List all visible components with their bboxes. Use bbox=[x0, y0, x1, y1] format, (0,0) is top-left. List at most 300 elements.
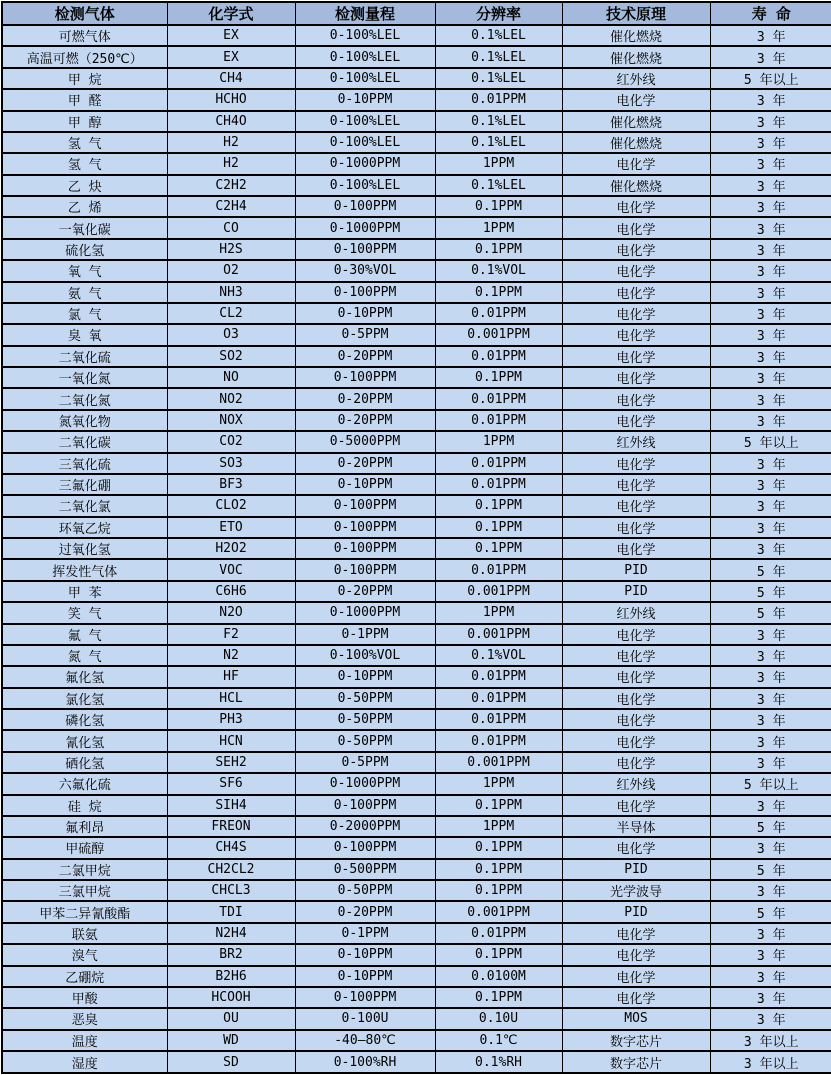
cell-principle: 电化学 bbox=[562, 944, 710, 965]
cell-principle: 电化学 bbox=[562, 837, 710, 858]
cell-principle: 电化学 bbox=[562, 645, 710, 666]
cell-resolution: 0.1PPM bbox=[435, 196, 562, 217]
cell-gas: 氟利昂 bbox=[2, 816, 167, 837]
cell-range: 0-100%LEL bbox=[295, 111, 435, 132]
cell-range: 0-100PPM bbox=[295, 559, 435, 580]
cell-range: 0-1000PPM bbox=[295, 217, 435, 238]
cell-resolution: 0.0100M bbox=[435, 966, 562, 987]
cell-principle: 电化学 bbox=[562, 388, 710, 409]
cell-resolution: 0.01PPM bbox=[435, 559, 562, 580]
cell-range: 0-500PPM bbox=[295, 859, 435, 880]
cell-range: 0-1PPM bbox=[295, 923, 435, 944]
cell-range: 0-100PPM bbox=[295, 495, 435, 516]
cell-gas: 六氟化硫 bbox=[2, 773, 167, 794]
cell-life: 3 年 bbox=[710, 175, 831, 196]
table-row bbox=[2, 1008, 831, 1029]
cell-resolution: 0.1PPM bbox=[435, 538, 562, 559]
cell-formula: SO3 bbox=[167, 453, 295, 474]
cell-resolution: 1PPM bbox=[435, 217, 562, 238]
table-body bbox=[2, 25, 831, 1073]
cell-life: 3 年 bbox=[710, 260, 831, 281]
cell-formula: SO2 bbox=[167, 346, 295, 367]
cell-formula: CL2 bbox=[167, 303, 295, 324]
cell-gas: 氮氧化物 bbox=[2, 410, 167, 431]
cell-gas: 氟 气 bbox=[2, 624, 167, 645]
cell-resolution: 0.01PPM bbox=[435, 303, 562, 324]
cell-range: 0-30%VOL bbox=[295, 260, 435, 281]
cell-life: 3 年 bbox=[710, 367, 831, 388]
cell-gas: 甲 苯 bbox=[2, 581, 167, 602]
cell-resolution: 0.1%LEL bbox=[435, 111, 562, 132]
cell-range: 0-10PPM bbox=[295, 666, 435, 687]
column-header-gas: 检测气体 bbox=[2, 2, 167, 25]
cell-gas: 甲硫醇 bbox=[2, 837, 167, 858]
table-row bbox=[2, 367, 831, 388]
cell-principle: 电化学 bbox=[562, 324, 710, 345]
cell-gas: 一氧化碳 bbox=[2, 217, 167, 238]
cell-gas: 高温可燃（250℃） bbox=[2, 46, 167, 67]
cell-resolution: 1PPM bbox=[435, 773, 562, 794]
cell-gas: 氟化氢 bbox=[2, 666, 167, 687]
cell-principle: 半导体 bbox=[562, 816, 710, 837]
table-row bbox=[2, 324, 831, 345]
cell-range: 0-100PPM bbox=[295, 538, 435, 559]
cell-range: 0-20PPM bbox=[295, 346, 435, 367]
table-row bbox=[2, 837, 831, 858]
cell-resolution: 0.1PPM bbox=[435, 282, 562, 303]
cell-formula: CH4O bbox=[167, 111, 295, 132]
cell-life: 3 年 bbox=[710, 666, 831, 687]
cell-principle: 电化学 bbox=[562, 346, 710, 367]
table-row bbox=[2, 495, 831, 516]
table-row bbox=[2, 880, 831, 901]
cell-range: 0-100%VOL bbox=[295, 645, 435, 666]
cell-life: 5 年以上 bbox=[710, 773, 831, 794]
cell-formula: HCOOH bbox=[167, 987, 295, 1008]
cell-resolution: 0.01PPM bbox=[435, 346, 562, 367]
table-row bbox=[2, 132, 831, 153]
cell-resolution: 0.1℃ bbox=[435, 1030, 562, 1051]
cell-formula: H2 bbox=[167, 153, 295, 174]
table-row bbox=[2, 196, 831, 217]
cell-gas: 乙硼烷 bbox=[2, 966, 167, 987]
cell-gas: 挥发性气体 bbox=[2, 559, 167, 580]
cell-gas: 氢 气 bbox=[2, 153, 167, 174]
cell-life: 3 年 bbox=[710, 837, 831, 858]
cell-principle: 电化学 bbox=[562, 410, 710, 431]
table-row bbox=[2, 282, 831, 303]
cell-resolution: 0.10U bbox=[435, 1008, 562, 1029]
table-row bbox=[2, 89, 831, 110]
cell-life: 3 年 bbox=[710, 795, 831, 816]
cell-range: 0-10PPM bbox=[295, 944, 435, 965]
cell-formula: C2H4 bbox=[167, 196, 295, 217]
cell-gas: 乙 烯 bbox=[2, 196, 167, 217]
column-header-range: 检测量程 bbox=[295, 2, 435, 25]
cell-resolution: 0.1PPM bbox=[435, 880, 562, 901]
cell-resolution: 0.1%LEL bbox=[435, 68, 562, 89]
cell-life: 5 年以上 bbox=[710, 68, 831, 89]
cell-gas: 温度 bbox=[2, 1030, 167, 1051]
cell-gas: 二氧化氮 bbox=[2, 388, 167, 409]
cell-resolution: 0.001PPM bbox=[435, 901, 562, 922]
cell-range: 0-100%RH bbox=[295, 1051, 435, 1073]
table-row bbox=[2, 559, 831, 580]
cell-range: 0-5000PPM bbox=[295, 431, 435, 452]
cell-gas: 二氯甲烷 bbox=[2, 859, 167, 880]
cell-principle: 催化燃烧 bbox=[562, 25, 710, 46]
cell-formula: NOX bbox=[167, 410, 295, 431]
cell-formula: VOC bbox=[167, 559, 295, 580]
cell-principle: 红外线 bbox=[562, 68, 710, 89]
cell-gas: 三氧化硫 bbox=[2, 453, 167, 474]
cell-principle: 电化学 bbox=[562, 474, 710, 495]
cell-life: 3 年 bbox=[710, 517, 831, 538]
cell-life: 5 年 bbox=[710, 559, 831, 580]
cell-formula: ETO bbox=[167, 517, 295, 538]
cell-principle: 电化学 bbox=[562, 217, 710, 238]
cell-range: 0-100PPM bbox=[295, 517, 435, 538]
column-header-life: 寿 命 bbox=[710, 2, 831, 25]
cell-life: 3 年 bbox=[710, 324, 831, 345]
cell-life: 5 年 bbox=[710, 816, 831, 837]
cell-life: 3 年 bbox=[710, 453, 831, 474]
cell-gas: 甲 醇 bbox=[2, 111, 167, 132]
cell-life: 3 年 bbox=[710, 89, 831, 110]
cell-life: 3 年 bbox=[710, 923, 831, 944]
cell-gas: 氯 气 bbox=[2, 303, 167, 324]
cell-principle: 电化学 bbox=[562, 688, 710, 709]
cell-resolution: 0.01PPM bbox=[435, 410, 562, 431]
cell-principle: 电化学 bbox=[562, 538, 710, 559]
cell-resolution: 0.01PPM bbox=[435, 730, 562, 751]
cell-principle: 电化学 bbox=[562, 89, 710, 110]
table-row bbox=[2, 217, 831, 238]
cell-formula: HCHO bbox=[167, 89, 295, 110]
cell-range: 0-100PPM bbox=[295, 196, 435, 217]
cell-principle: 电化学 bbox=[562, 666, 710, 687]
cell-formula: PH3 bbox=[167, 709, 295, 730]
cell-resolution: 0.1PPM bbox=[435, 944, 562, 965]
cell-range: 0-50PPM bbox=[295, 709, 435, 730]
cell-range: 0-100PPM bbox=[295, 282, 435, 303]
cell-life: 3 年 bbox=[710, 752, 831, 773]
cell-range: 0-50PPM bbox=[295, 880, 435, 901]
cell-formula: CH2CL2 bbox=[167, 859, 295, 880]
cell-principle: 红外线 bbox=[562, 773, 710, 794]
cell-life: 3 年 bbox=[710, 1008, 831, 1029]
cell-gas: 氢 气 bbox=[2, 132, 167, 153]
cell-gas: 甲 醛 bbox=[2, 89, 167, 110]
cell-life: 3 年 bbox=[710, 538, 831, 559]
cell-principle: 电化学 bbox=[562, 795, 710, 816]
cell-gas: 环氧乙烷 bbox=[2, 517, 167, 538]
cell-gas: 乙 炔 bbox=[2, 175, 167, 196]
cell-range: 0-100%LEL bbox=[295, 175, 435, 196]
cell-resolution: 0.1PPM bbox=[435, 795, 562, 816]
table-row bbox=[2, 346, 831, 367]
cell-formula: TDI bbox=[167, 901, 295, 922]
cell-life: 3 年 bbox=[710, 239, 831, 260]
cell-formula: N2 bbox=[167, 645, 295, 666]
cell-formula: EX bbox=[167, 46, 295, 67]
table-row bbox=[2, 538, 831, 559]
table-row bbox=[2, 709, 831, 730]
cell-formula: C2H2 bbox=[167, 175, 295, 196]
cell-formula: H2 bbox=[167, 132, 295, 153]
table-row bbox=[2, 474, 831, 495]
table-row bbox=[2, 816, 831, 837]
cell-life: 3 年 bbox=[710, 495, 831, 516]
cell-resolution: 0.1%LEL bbox=[435, 175, 562, 196]
cell-principle: PID bbox=[562, 901, 710, 922]
table-header bbox=[2, 2, 831, 25]
cell-gas: 氨 气 bbox=[2, 282, 167, 303]
cell-resolution: 1PPM bbox=[435, 816, 562, 837]
cell-principle: 电化学 bbox=[562, 624, 710, 645]
cell-formula: SF6 bbox=[167, 773, 295, 794]
cell-resolution: 0.1%RH bbox=[435, 1051, 562, 1073]
cell-resolution: 0.01PPM bbox=[435, 709, 562, 730]
cell-life: 5 年以上 bbox=[710, 431, 831, 452]
cell-formula: HCN bbox=[167, 730, 295, 751]
cell-life: 3 年 bbox=[710, 624, 831, 645]
cell-life: 3 年 bbox=[710, 987, 831, 1008]
cell-resolution: 0.1PPM bbox=[435, 367, 562, 388]
column-header-principle: 技术原理 bbox=[562, 2, 710, 25]
cell-principle: 光学波导 bbox=[562, 880, 710, 901]
cell-life: 3 年 bbox=[710, 709, 831, 730]
cell-range: 0-100PPM bbox=[295, 837, 435, 858]
cell-gas: 甲 烷 bbox=[2, 68, 167, 89]
cell-formula: F2 bbox=[167, 624, 295, 645]
cell-principle: 电化学 bbox=[562, 239, 710, 260]
cell-gas: 一氧化氮 bbox=[2, 367, 167, 388]
column-header-formula: 化学式 bbox=[167, 2, 295, 25]
cell-resolution: 1PPM bbox=[435, 602, 562, 623]
cell-range: 0-10PPM bbox=[295, 303, 435, 324]
cell-formula: CH4S bbox=[167, 837, 295, 858]
cell-resolution: 0.01PPM bbox=[435, 89, 562, 110]
cell-range: 0-100U bbox=[295, 1008, 435, 1029]
cell-range: 0-100PPM bbox=[295, 987, 435, 1008]
cell-gas: 磷化氢 bbox=[2, 709, 167, 730]
table-row bbox=[2, 153, 831, 174]
table-row bbox=[2, 111, 831, 132]
cell-life: 3 年 bbox=[710, 46, 831, 67]
cell-principle: 红外线 bbox=[562, 431, 710, 452]
table-row bbox=[2, 602, 831, 623]
table-row bbox=[2, 68, 831, 89]
cell-life: 3 年以上 bbox=[710, 1051, 831, 1073]
cell-formula: N2H4 bbox=[167, 923, 295, 944]
table-row bbox=[2, 966, 831, 987]
table-row bbox=[2, 453, 831, 474]
cell-range: 0-100%LEL bbox=[295, 25, 435, 46]
table-row bbox=[2, 303, 831, 324]
table-row bbox=[2, 752, 831, 773]
cell-gas: 二氧化碳 bbox=[2, 431, 167, 452]
cell-principle: 电化学 bbox=[562, 495, 710, 516]
cell-resolution: 0.1%LEL bbox=[435, 132, 562, 153]
cell-life: 3 年 bbox=[710, 303, 831, 324]
cell-formula: SD bbox=[167, 1051, 295, 1073]
cell-principle: 催化燃烧 bbox=[562, 111, 710, 132]
cell-gas: 硅 烷 bbox=[2, 795, 167, 816]
cell-formula: CO bbox=[167, 217, 295, 238]
table-row bbox=[2, 987, 831, 1008]
cell-gas: 二氧化氯 bbox=[2, 495, 167, 516]
cell-range: 0-1PPM bbox=[295, 624, 435, 645]
cell-life: 3 年 bbox=[710, 880, 831, 901]
cell-resolution: 0.1PPM bbox=[435, 517, 562, 538]
cell-principle: 电化学 bbox=[562, 153, 710, 174]
cell-life: 3 年 bbox=[710, 25, 831, 46]
cell-formula: NO2 bbox=[167, 388, 295, 409]
cell-formula: H2S bbox=[167, 239, 295, 260]
table-row bbox=[2, 175, 831, 196]
cell-principle: 数字芯片 bbox=[562, 1051, 710, 1073]
cell-range: 0-100PPM bbox=[295, 239, 435, 260]
cell-range: -40—80℃ bbox=[295, 1030, 435, 1051]
cell-range: 0-1000PPM bbox=[295, 773, 435, 794]
cell-principle: 电化学 bbox=[562, 752, 710, 773]
cell-formula: SIH4 bbox=[167, 795, 295, 816]
table-row bbox=[2, 431, 831, 452]
cell-range: 0-1000PPM bbox=[295, 602, 435, 623]
cell-principle: 催化燃烧 bbox=[562, 175, 710, 196]
cell-range: 0-10PPM bbox=[295, 89, 435, 110]
cell-range: 0-2000PPM bbox=[295, 816, 435, 837]
cell-resolution: 0.001PPM bbox=[435, 624, 562, 645]
cell-formula: BF3 bbox=[167, 474, 295, 495]
cell-life: 3 年 bbox=[710, 217, 831, 238]
cell-life: 5 年 bbox=[710, 602, 831, 623]
cell-principle: 电化学 bbox=[562, 453, 710, 474]
table-row bbox=[2, 944, 831, 965]
cell-formula: B2H6 bbox=[167, 966, 295, 987]
cell-formula: CHCL3 bbox=[167, 880, 295, 901]
cell-principle: 红外线 bbox=[562, 602, 710, 623]
cell-formula: HCL bbox=[167, 688, 295, 709]
cell-life: 3 年 bbox=[710, 153, 831, 174]
cell-principle: 电化学 bbox=[562, 303, 710, 324]
cell-principle: PID bbox=[562, 859, 710, 880]
cell-gas: 氰化氢 bbox=[2, 730, 167, 751]
cell-range: 0-5PPM bbox=[295, 324, 435, 345]
cell-formula: CLO2 bbox=[167, 495, 295, 516]
cell-range: 0-20PPM bbox=[295, 901, 435, 922]
cell-resolution: 0.001PPM bbox=[435, 324, 562, 345]
cell-range: 0-100PPM bbox=[295, 367, 435, 388]
cell-gas: 氧 气 bbox=[2, 260, 167, 281]
cell-life: 3 年 bbox=[710, 688, 831, 709]
cell-life: 3 年 bbox=[710, 730, 831, 751]
gas-sensor-spec-table bbox=[1, 1, 831, 1074]
cell-life: 5 年 bbox=[710, 581, 831, 602]
cell-gas: 甲酸 bbox=[2, 987, 167, 1008]
table-row bbox=[2, 1051, 831, 1073]
cell-principle: 电化学 bbox=[562, 730, 710, 751]
cell-life: 3 年以上 bbox=[710, 1030, 831, 1051]
cell-resolution: 0.01PPM bbox=[435, 453, 562, 474]
table-row bbox=[2, 859, 831, 880]
cell-range: 0-100%LEL bbox=[295, 46, 435, 67]
cell-life: 3 年 bbox=[710, 282, 831, 303]
table-row bbox=[2, 730, 831, 751]
cell-formula: OU bbox=[167, 1008, 295, 1029]
cell-principle: 催化燃烧 bbox=[562, 132, 710, 153]
cell-formula: BR2 bbox=[167, 944, 295, 965]
cell-life: 3 年 bbox=[710, 645, 831, 666]
table-row bbox=[2, 624, 831, 645]
cell-principle: 电化学 bbox=[562, 282, 710, 303]
table-row bbox=[2, 260, 831, 281]
cell-range: 0-100%LEL bbox=[295, 132, 435, 153]
cell-gas: 过氧化氢 bbox=[2, 538, 167, 559]
cell-formula: C6H6 bbox=[167, 581, 295, 602]
cell-resolution: 1PPM bbox=[435, 431, 562, 452]
cell-principle: 催化燃烧 bbox=[562, 46, 710, 67]
cell-resolution: 0.1PPM bbox=[435, 495, 562, 516]
cell-formula: NH3 bbox=[167, 282, 295, 303]
table-row bbox=[2, 901, 831, 922]
table-row bbox=[2, 410, 831, 431]
cell-formula: EX bbox=[167, 25, 295, 46]
table-row bbox=[2, 666, 831, 687]
cell-gas: 湿度 bbox=[2, 1051, 167, 1073]
table-row bbox=[2, 517, 831, 538]
cell-resolution: 0.01PPM bbox=[435, 666, 562, 687]
cell-range: 0-20PPM bbox=[295, 453, 435, 474]
table-row bbox=[2, 645, 831, 666]
cell-formula: O3 bbox=[167, 324, 295, 345]
cell-gas: 恶臭 bbox=[2, 1008, 167, 1029]
cell-formula: NO bbox=[167, 367, 295, 388]
cell-resolution: 0.01PPM bbox=[435, 923, 562, 944]
cell-formula: H2O2 bbox=[167, 538, 295, 559]
cell-range: 0-100%LEL bbox=[295, 68, 435, 89]
cell-gas: 溴气 bbox=[2, 944, 167, 965]
cell-life: 5 年 bbox=[710, 859, 831, 880]
cell-principle: 电化学 bbox=[562, 709, 710, 730]
cell-range: 0-100PPM bbox=[295, 795, 435, 816]
cell-principle: 电化学 bbox=[562, 517, 710, 538]
cell-formula: HF bbox=[167, 666, 295, 687]
cell-formula: N2O bbox=[167, 602, 295, 623]
cell-life: 3 年 bbox=[710, 346, 831, 367]
cell-resolution: 0.001PPM bbox=[435, 752, 562, 773]
cell-resolution: 0.1PPM bbox=[435, 239, 562, 260]
table-row bbox=[2, 795, 831, 816]
cell-range: 0-20PPM bbox=[295, 581, 435, 602]
header-row bbox=[2, 2, 831, 25]
cell-resolution: 0.1%VOL bbox=[435, 260, 562, 281]
cell-range: 0-50PPM bbox=[295, 730, 435, 751]
cell-principle: 数字芯片 bbox=[562, 1030, 710, 1051]
cell-principle: MOS bbox=[562, 1008, 710, 1029]
cell-principle: 电化学 bbox=[562, 367, 710, 388]
cell-life: 3 年 bbox=[710, 388, 831, 409]
cell-resolution: 0.01PPM bbox=[435, 388, 562, 409]
cell-formula: CH4 bbox=[167, 68, 295, 89]
cell-resolution: 1PPM bbox=[435, 153, 562, 174]
cell-formula: FREON bbox=[167, 816, 295, 837]
cell-principle: PID bbox=[562, 559, 710, 580]
cell-life: 3 年 bbox=[710, 966, 831, 987]
cell-resolution: 0.1PPM bbox=[435, 837, 562, 858]
cell-gas: 可燃气体 bbox=[2, 25, 167, 46]
